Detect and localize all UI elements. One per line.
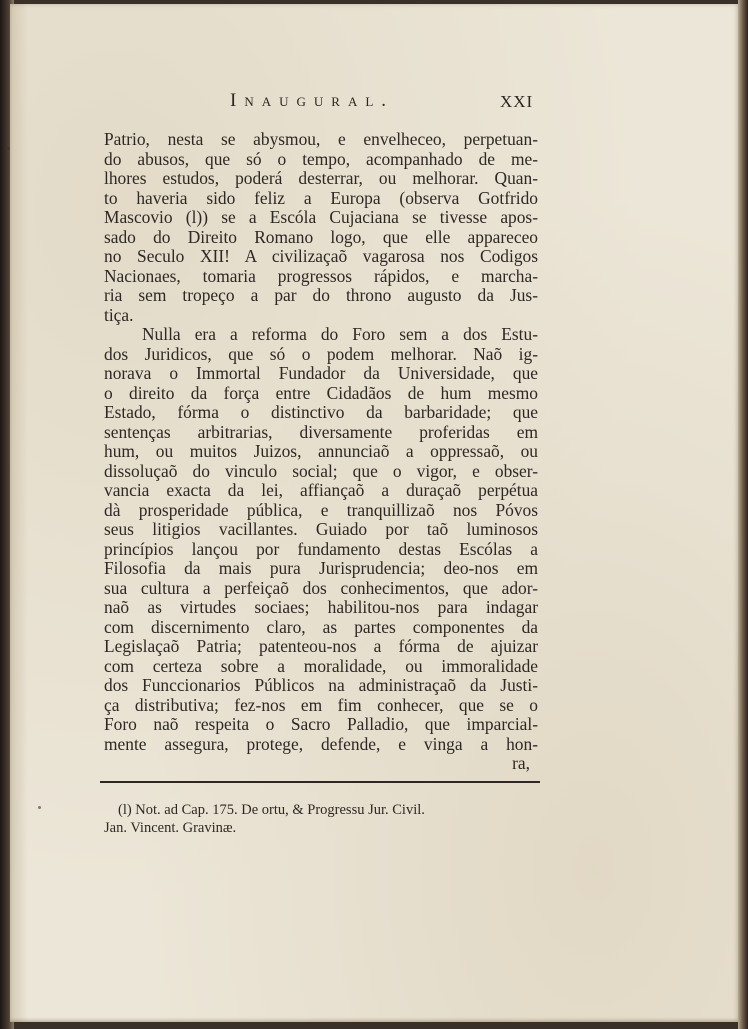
text-line: tiça. [104, 305, 134, 325]
footnote-line: Jan. Vincent. Gravinæ. [104, 820, 237, 836]
text-line: Estado, fórma o distinctivo da barbaridade; que [104, 403, 538, 422]
text-line: sado do Direito Romano logo, que elle appareceo [104, 227, 538, 247]
text-line: com discernimento claro, as partes componentes da [104, 617, 538, 637]
text-line: no Seculo XII! A civilizaçaõ vagarosa nos Codigos [104, 247, 538, 266]
footnote-rule [100, 781, 540, 783]
text-line: Mascovio (l)) se a Escóla Cujaciana se tivesse apos- [104, 208, 538, 227]
text-line: dos Funccionarios Públicos na administraçaõ da Justi- [104, 676, 538, 695]
text-line: dà prosperidade pública, e tranquillizaõ nos Póvos [104, 500, 538, 520]
page-edge [738, 0, 748, 1029]
text-line: Legislaçaõ Patria; patenteou-nos a fórma de ajuizar [104, 637, 538, 656]
text-line: dissoluçaõ do vinculo social; que o vigor, e obser- [104, 461, 538, 481]
text-line: do abusos, que só o tempo, acompanhado de me- [104, 149, 538, 169]
footnote-line: (l) Not. ad Cap. 175. De ortu, & Progressu Jur. Civil. [118, 802, 425, 818]
text-line: norava o Immortal Fundador da Universidade, que [104, 364, 538, 383]
text-line: Nacionaes, tomaria progressos rápidos, e marcha- [104, 266, 538, 286]
text-line: Nulla era a reforma do Foro sem a dos Estu- [142, 325, 538, 344]
text-line: com certeza sobre a moralidade, ou immoralidade [104, 656, 538, 676]
text-line: Filosofia da mais pura Jurisprudencia; deo-nos em [104, 559, 538, 578]
text-line: dos Juridicos, que só o podem melhorar. Naõ ig- [104, 344, 538, 364]
body-text [104, 130, 538, 774]
text-line: o direito da força entre Cidadãos de hum mesmo [104, 383, 538, 403]
text-line: to haveria sido feliz a Europa (observa Gotfrido [104, 188, 538, 208]
text-line: naõ as virtudes sociaes; habilitou-nos para indagar [104, 598, 538, 617]
text-line: sentenças arbitrarias, diversamente proferidas em [104, 422, 538, 442]
running-head: Inaugural. [230, 90, 395, 111]
text-line: seus litigios vacillantes. Guiado por taõ luminosos [104, 520, 538, 539]
text-line: princípios lançou por fundamento destas Escólas a [104, 539, 538, 559]
catchword: ra, [512, 754, 530, 773]
text-line: Patrio, nesta se abysmou, e envelheceo, perpetuan- [104, 130, 538, 149]
text-line: vancia exacta da lei, affiançaõ a duraçaõ perpétua [104, 481, 538, 500]
text-line: hum, ou muitos Juizos, annunciaõ a oppressaõ, ou [104, 442, 538, 461]
text-line: ria sem tropeço a par do throno augusto da Jus- [104, 286, 538, 305]
text-line: lhores estudos, poderá desterrar, ou melhorar. Quan- [104, 169, 538, 188]
text-line: mente assegura, protege, defende, e vinga a hon- [104, 734, 538, 754]
text-line: ça distributiva; fez-nos em fim conhecer, que se o [104, 695, 538, 715]
footnote [104, 801, 536, 837]
paper-speck [7, 147, 10, 150]
text-line: sua cultura a perfeiçaõ dos conhecimentos, que ador- [104, 578, 538, 598]
text-line: Foro naõ respeita o Sacro Palladio, que imparcial- [104, 715, 538, 734]
page-number: XXI [500, 92, 534, 111]
paper-speck [38, 806, 41, 809]
